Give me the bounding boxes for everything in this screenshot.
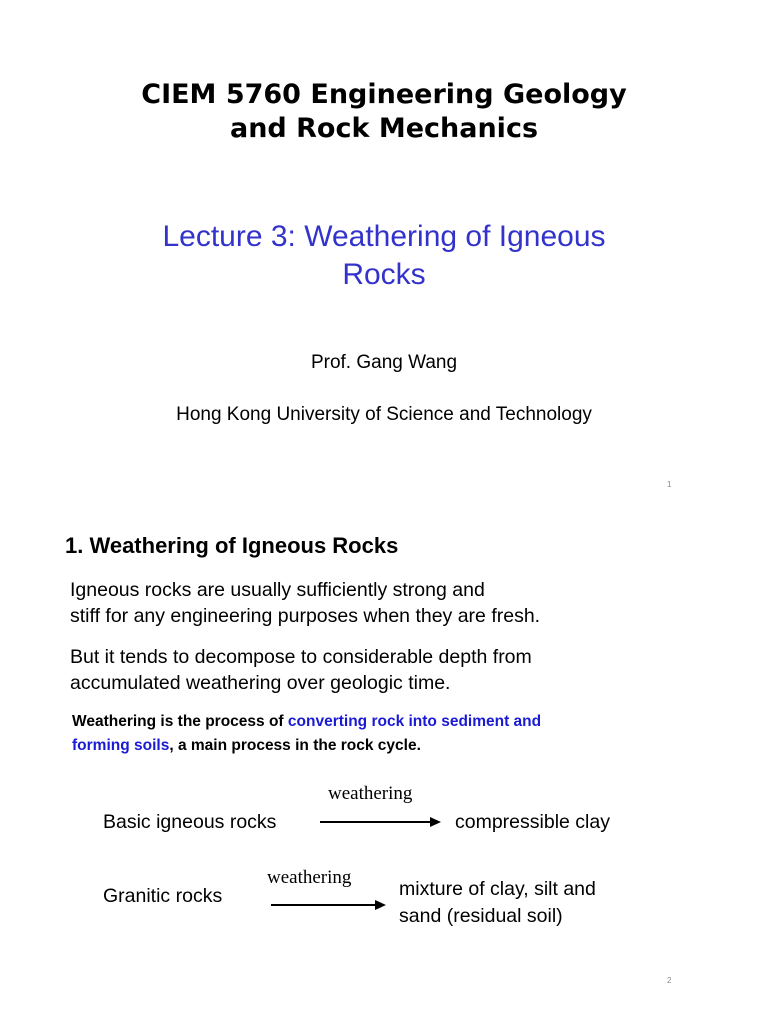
source-rock-1: Basic igneous rocks	[103, 811, 277, 833]
paragraph-1-line-2: stiff for any engineering purposes when they are fresh.	[70, 605, 541, 627]
course-title	[0, 78, 768, 146]
author-name: Prof. Gang Wang	[310, 352, 458, 373]
page-number-1: 1	[667, 480, 672, 489]
result-2-line-2: sand (residual soil)	[399, 905, 563, 927]
page-number-2: 2	[667, 976, 672, 985]
paragraph-2	[70, 644, 532, 696]
weathering-definition	[72, 710, 541, 758]
affiliation: Hong Kong University of Science and Technology	[176, 404, 592, 425]
section-heading: 1. Weathering of Igneous Rocks	[65, 533, 399, 558]
arrow-right-icon	[271, 898, 387, 912]
lecture-title	[0, 218, 768, 294]
paragraph-1-line-1: Igneous rocks are usually sufficiently strong and	[70, 579, 485, 601]
paragraph-2-line-2: accumulated weathering over geologic time.	[70, 672, 451, 694]
result-1: compressible clay	[455, 811, 610, 833]
course-title-line-1: CIEM 5760 Engineering Geology	[141, 79, 627, 110]
definition-prefix: Weathering is the process of	[72, 713, 288, 730]
lecture-title-line-1: Lecture 3: Weathering of Igneous	[162, 220, 606, 253]
paragraph-2-line-1: But it tends to decompose to considerable depth from	[70, 646, 532, 668]
source-rock-2: Granitic rocks	[103, 885, 223, 907]
arrow-right-icon	[320, 815, 442, 829]
process-label-2: weathering	[267, 867, 352, 888]
definition-highlight-2: forming soils	[72, 737, 170, 754]
course-title-line-2: and Rock Mechanics	[229, 113, 539, 144]
definition-highlight-1: converting rock into sediment and	[287, 713, 542, 730]
paragraph-1	[70, 577, 540, 629]
definition-suffix: , a main process in the rock cycle.	[169, 737, 421, 754]
result-2-line-1: mixture of clay, silt and	[399, 878, 596, 900]
process-label-1: weathering	[328, 783, 413, 804]
result-2	[399, 876, 596, 930]
lecture-title-line-2: Rocks	[342, 258, 426, 291]
